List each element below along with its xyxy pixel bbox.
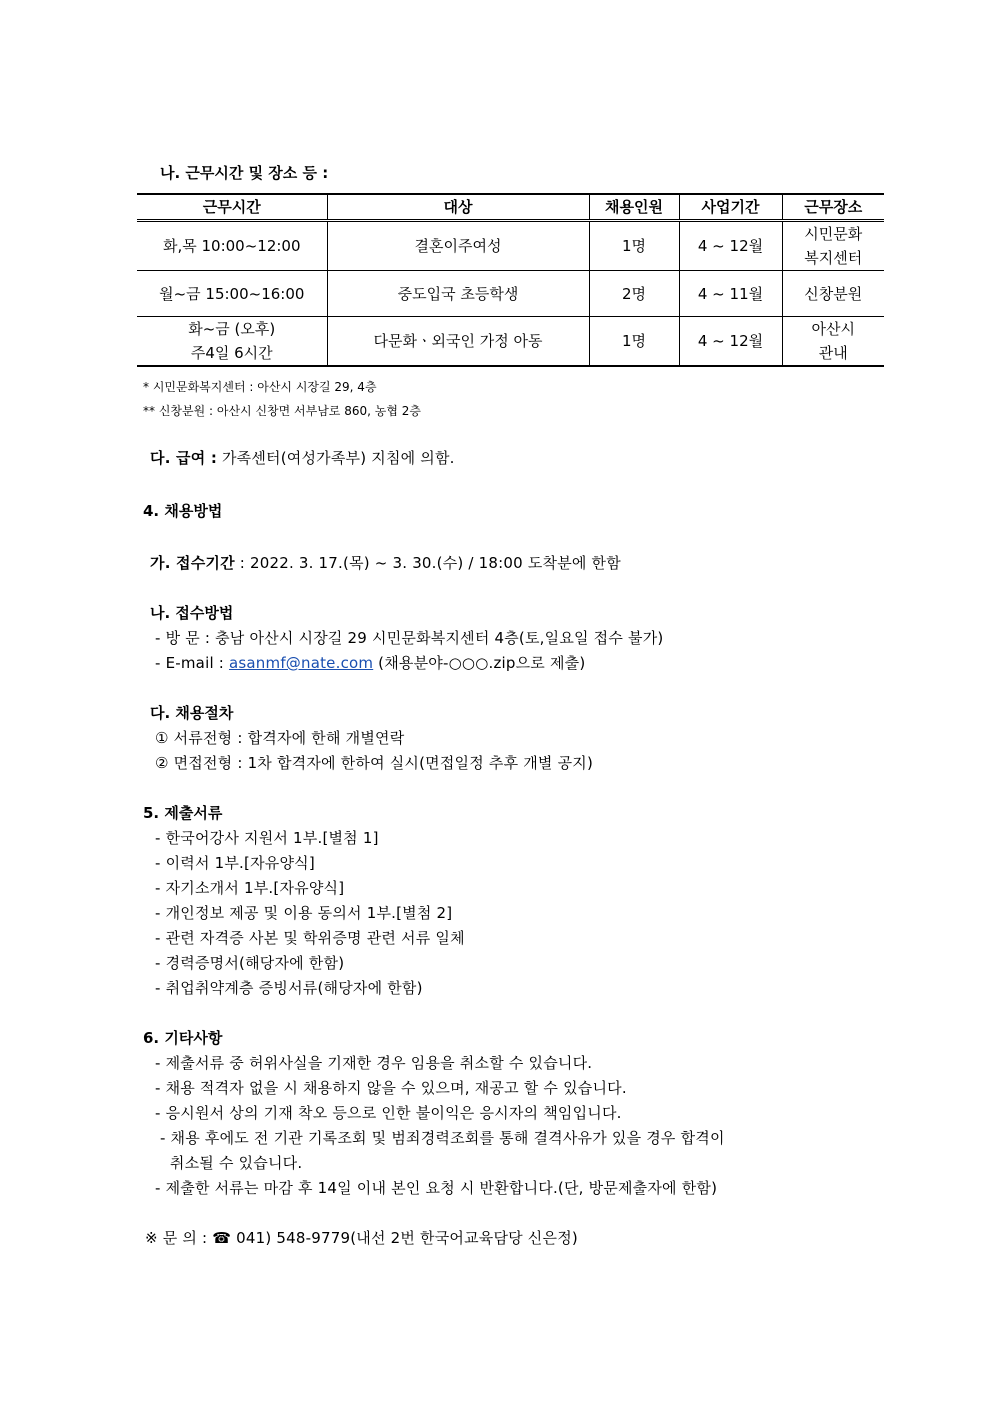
cell-count: 2명 [589, 271, 679, 317]
period-line [150, 552, 621, 573]
list-item: - 개인정보 제공 및 이용 동의서 1부.[별첨 2] [155, 904, 453, 922]
contact-line [145, 1227, 578, 1248]
cell-target: 다문화ㆍ외국인 가정 아동 [327, 317, 589, 367]
table-row [137, 221, 884, 271]
section6-title: 6. 기타사항 [143, 1029, 223, 1047]
salary-line [150, 447, 455, 468]
cell-period: 4 ~ 11월 [679, 271, 782, 317]
note-center-address: * 시민문화복지센터 : 아산시 시장길 29, 4층 [143, 380, 377, 394]
table-header-row [137, 194, 884, 221]
cell-time: 월~금 15:00~16:00 [137, 271, 327, 317]
cell-time: 화~금 (오후) 주4일 6시간 [137, 317, 327, 367]
email-link[interactable]: asanmf@nate.com [229, 654, 374, 672]
header-target: 대상 [327, 194, 589, 221]
list-item: - 제출한 서류는 마감 후 14일 이내 본인 요청 시 반환합니다.(단, 방문제출자에 한함) [155, 1179, 718, 1197]
procedure-item: ② 면접전형 : 1차 합격자에 한하여 실시(면접일정 추후 개별 공지) [155, 754, 594, 772]
contact-text: 041) 548-9779(내선 2번 한국어교육담당 신은정) [231, 1229, 578, 1247]
note-branch-address: ** 신창분원 : 아산시 신창면 서부남로 860, 농협 2층 [143, 404, 421, 418]
list-item: - 채용 적격자 없을 시 채용하지 않을 수 있으며, 재공고 할 수 있습니다. [155, 1079, 627, 1097]
cell-period: 4 ~ 12월 [679, 221, 782, 271]
visit-line: - 방 문 : 충남 아산시 시장길 29 시민문화복지센터 4층(토,일요일 접수 불가) [155, 629, 664, 647]
cell-count: 1명 [589, 317, 679, 367]
schedule-table [137, 193, 884, 367]
salary-label: 다. 급여 : [150, 449, 218, 467]
cell-target: 중도입국 초등학생 [327, 271, 589, 317]
procedure-item: ① 서류전형 : 합격자에 한해 개별연락 [155, 729, 405, 747]
cell-target: 결혼이주여성 [327, 221, 589, 271]
header-count: 채용인원 [589, 194, 679, 221]
header-period: 사업기간 [679, 194, 782, 221]
period-label: 가. 접수기간 [150, 554, 235, 572]
cell-place: 시민문화 복지센터 [782, 221, 884, 271]
header-place: 근무장소 [782, 194, 884, 221]
table-row [137, 317, 884, 367]
cell-place: 신창분원 [782, 271, 884, 317]
cell-count: 1명 [589, 221, 679, 271]
procedure-title: 다. 채용절차 [150, 704, 234, 722]
list-item: - 관련 자격증 사본 및 학위증명 관련 서류 일체 [155, 929, 465, 947]
list-item: - 이력서 1부.[자유양식] [155, 854, 315, 872]
list-item: - 응시원서 상의 기재 착오 등으로 인한 불이익은 응시자의 책임입니다. [155, 1104, 622, 1122]
cell-period: 4 ~ 12월 [679, 317, 782, 367]
section-na-title: 나. 근무시간 및 장소 등 : [160, 164, 329, 182]
list-item: - 취업취약계층 증빙서류(해당자에 한함) [155, 979, 423, 997]
list-item: - 제출서류 중 허위사실을 기재한 경우 임용을 취소할 수 있습니다. [155, 1054, 593, 1072]
method-title: 나. 접수방법 [150, 604, 234, 622]
list-item: - 경력증명서(해당자에 한함) [155, 954, 345, 972]
section4-title: 4. 채용방법 [143, 502, 223, 520]
email-line: - E-mail : asanmf@nate.com (채용분야-○○○.zip으로 제출) [155, 654, 586, 672]
table-row [137, 271, 884, 317]
contact-prefix: ※ 문 의 : [145, 1229, 213, 1247]
phone-icon: ☎ [212, 1229, 232, 1247]
list-item: - 채용 후에도 전 기관 기록조회 및 범죄경력조회를 통해 결격사유가 있을 경우 합격이 [155, 1129, 725, 1147]
cell-time: 화,목 10:00~12:00 [137, 221, 327, 271]
list-item: - 한국어강사 지원서 1부.[별첨 1] [155, 829, 379, 847]
cell-place: 아산시 관내 [782, 317, 884, 367]
header-time: 근무시간 [137, 194, 327, 221]
salary-text: 가족센터(여성가족부) 지침에 의함. [217, 449, 455, 467]
section5-title: 5. 제출서류 [143, 804, 223, 822]
list-item: 취소될 수 있습니다. [155, 1154, 303, 1172]
period-text: : 2022. 3. 17.(목) ~ 3. 30.(수) / 18:00 도착분에 한함 [234, 554, 621, 572]
list-item: - 자기소개서 1부.[자유양식] [155, 879, 345, 897]
